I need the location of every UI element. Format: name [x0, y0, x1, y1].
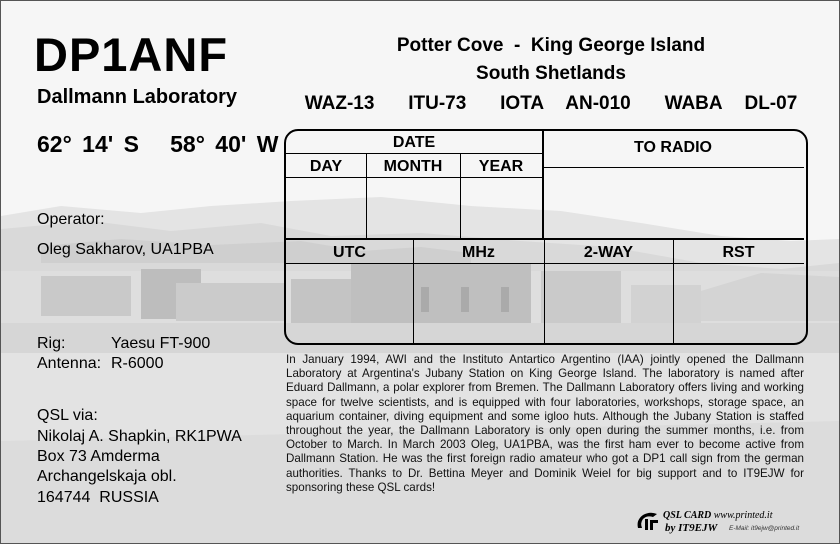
footer-brand	[663, 510, 772, 521]
qsl-via-line: Box 73 Amderma	[37, 448, 160, 465]
divider	[286, 177, 542, 178]
location-line-1: Potter Cove - King George Island	[396, 35, 706, 56]
antenna-label: Antenna:	[37, 355, 102, 372]
qsl-via-line: 164744 RUSSIA	[37, 489, 159, 506]
two-way-column-header: 2-WAY	[583, 244, 634, 261]
antenna-value: R-6000	[111, 355, 164, 372]
log-table	[284, 129, 808, 345]
utc-column-header: UTC	[333, 244, 366, 261]
to-radio-header: TO RADIO	[634, 139, 712, 156]
mhz-column-header: MHz	[462, 244, 495, 261]
divider	[286, 238, 804, 240]
footer-qsl-card: QSL CARD	[663, 510, 712, 521]
laboratory-name: Dallmann Laboratory	[37, 86, 238, 108]
rst-column-header: RST	[722, 244, 755, 261]
award-references: WAZ-13 ITU-73 IOTA AN-010 WABA DL-07	[304, 93, 798, 114]
footer-email: E-Mail: it9ejw@printed.it	[729, 525, 800, 532]
location-line-2: South Shetlands	[476, 63, 626, 84]
qsl-via-line: Archangelskaja obl.	[37, 468, 177, 485]
callsign: DP1ANF	[34, 28, 229, 81]
printer-logo-icon	[635, 510, 661, 532]
description-text: In January 1994, AWI and the Instituto Antartico Argentino (IAA) jointly opened the Dallmann Laboratory at Argentina's Jubany Station on King George Island. The laboratory is named after Eduard Dallmann, a polar explorer from Bremen. The Dallmann Laboratory offers living and working space for twelve scientists, and is equipped with four laboratories, workshops, storage space, an aquarium container, diving equipment and some igloo huts. Although the Jubany Station is staffed throughout the year, the Dallmann Laboratory is only open during the summer months, i.e. from October to March. In March 2003 Oleg, UA1PBA, was the first ham ever to become active from Dallmann Station. He was the first foreign radio amateur who got a DP1 call sign from the german authorities. Thanks to Dr. Bettina Meyer and Dominik Weiel for big support and to IT9EJW for sponsoring these QSL cards!	[286, 353, 804, 494]
footer-url: www.printed.it	[713, 510, 773, 521]
rig-label: Rig:	[37, 335, 66, 352]
operator-name: Oleg Sakharov, UA1PBA	[37, 241, 214, 258]
qsl-via-label: QSL via:	[37, 407, 98, 424]
divider	[286, 263, 804, 264]
footer-by: by IT9EJW	[665, 522, 718, 534]
date-header: DATE	[392, 134, 436, 151]
day-column-header: DAY	[309, 158, 343, 175]
divider	[542, 167, 804, 168]
year-column-header: YEAR	[478, 158, 524, 175]
month-column-header: MONTH	[383, 158, 443, 175]
rig-value: Yaesu FT-900	[111, 335, 211, 352]
coordinates: 62° 14' S 58° 40' W	[37, 131, 279, 157]
qsl-via-line: Nikolaj A. Shapkin, RK1PWA	[37, 428, 242, 445]
divider	[286, 153, 542, 154]
operator-label: Operator:	[37, 211, 105, 228]
